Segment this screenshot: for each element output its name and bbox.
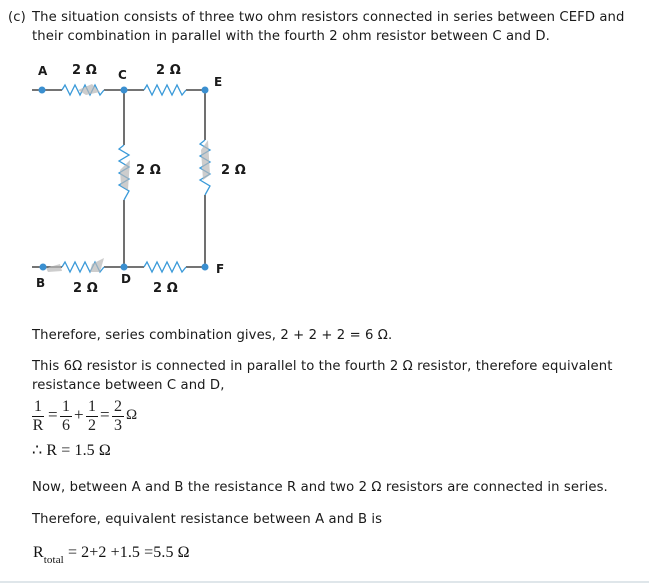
fraction-2-over-3: 2 3 (114, 398, 122, 434)
label-node-b: B (36, 276, 46, 290)
node-b (40, 264, 47, 271)
total-expression: = 2+2 +1.5 =5.5 Ω (67, 544, 190, 561)
label-node-c: C (118, 68, 127, 82)
circuit-diagram (0, 55, 280, 305)
equals-sign: = (48, 405, 58, 424)
parallel-text-line-2: resistance between C and D, (32, 378, 225, 393)
label-resistor-ef: 2 Ω (221, 163, 246, 178)
node-d (121, 264, 128, 271)
fraction-1-over-2: 1 2 (88, 398, 96, 434)
label-resistor-ac: 2 Ω (72, 63, 97, 78)
node-e (202, 87, 209, 94)
fraction-1-over-6: 1 6 (62, 398, 70, 434)
result-r: ∴ R = 1.5 Ω (32, 442, 111, 459)
total-subscript: total (43, 554, 64, 567)
label-resistor-bd: 2 Ω (73, 281, 98, 296)
label-node-f: F (216, 262, 225, 276)
ohm-unit: Ω (126, 407, 138, 423)
node-c (121, 87, 128, 94)
label-resistor-cd: 2 Ω (136, 163, 161, 178)
intro-line-2: their combination in parallel with the fourth 2 ohm resistor between C and D. (32, 29, 550, 44)
label-resistor-ce: 2 Ω (156, 63, 181, 78)
series-combination-text: Therefore, series combination gives, 2 + 2 + 2 = 6 Ω. (32, 328, 393, 343)
series-ab-text: Now, between A and B the resistance R and two 2 Ω resistors are connected in series. (32, 480, 608, 495)
label-node-d: D (121, 272, 132, 286)
label-resistor-df: 2 Ω (153, 281, 178, 296)
parallel-text-line-1: This 6Ω resistor is connected in parallel to the fourth 2 Ω resistor, therefore equivalent (32, 359, 613, 374)
plus-sign: + (74, 405, 84, 424)
part-label: (c) (8, 10, 26, 25)
resistor-df (144, 262, 186, 272)
intro-line-1: The situation consists of three two ohm resistors connected in series between CEFD and (32, 10, 625, 25)
node-a (39, 87, 46, 94)
label-node-a: A (38, 64, 48, 78)
label-node-e: E (214, 75, 223, 89)
node-f (202, 264, 209, 271)
total-resistance-equation (33, 544, 190, 567)
equals-sign: = (100, 405, 110, 424)
r-symbol: R (33, 544, 44, 561)
resistor-ce (144, 85, 186, 95)
fraction-1-over-r: 1 R (32, 398, 44, 434)
equivalent-ab-text: Therefore, equivalent resistance between A and B is (32, 512, 383, 527)
